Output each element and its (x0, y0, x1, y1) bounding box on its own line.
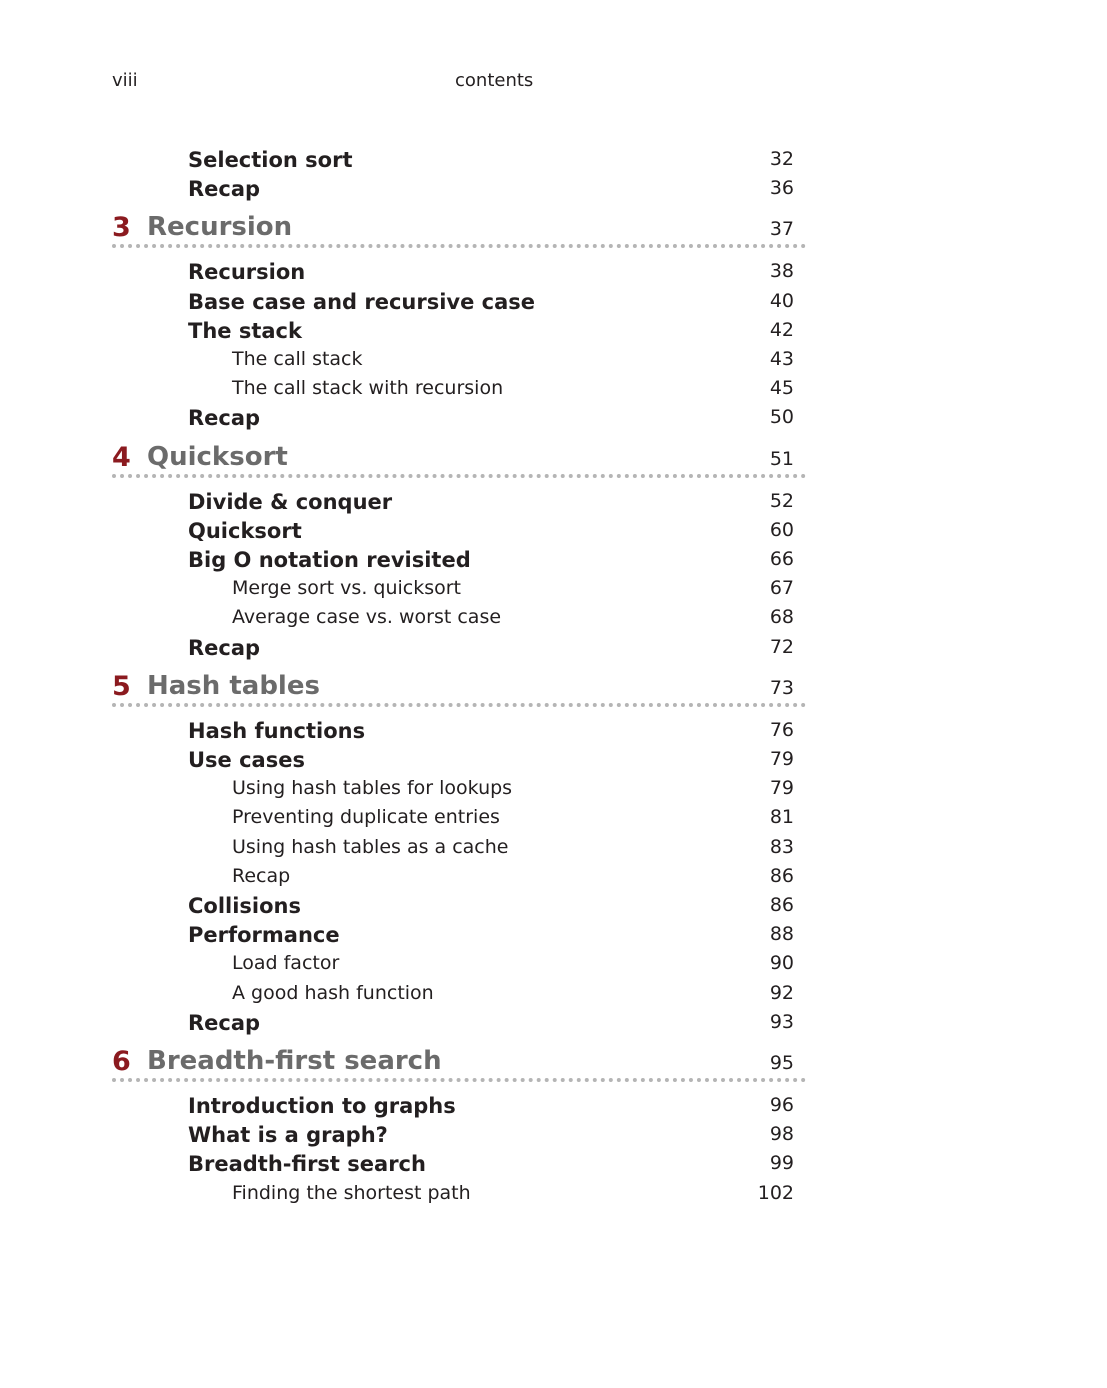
page-number: viii (112, 70, 138, 91)
entry-title: A good hash function (232, 981, 434, 1004)
entry-title: Recap (232, 864, 291, 887)
entry-page-number: 60 (769, 518, 794, 541)
entry-page-number: 42 (769, 318, 794, 341)
entry-title: Breadth-first search (188, 1152, 426, 1177)
entry-page-number: 79 (769, 748, 794, 770)
entry-page-number: 90 (769, 952, 794, 975)
running-title: contents (455, 70, 534, 91)
entry-title: The call stack with recursion (232, 377, 504, 400)
chapter-number: 5 (112, 670, 131, 702)
chapter-page-number: 95 (769, 1052, 794, 1074)
entry-page-number: 50 (769, 406, 794, 429)
entry-title: Use cases (188, 748, 305, 772)
entry-title: The call stack (232, 348, 363, 370)
chapter-number: 6 (112, 1046, 131, 1077)
dotted-rule (112, 703, 806, 707)
entry-title: Hash functions (188, 718, 366, 743)
entry-title: Base case and recursive case (188, 289, 536, 314)
entry-title: Divide & conquer (188, 489, 393, 514)
entry-title: Recursion (188, 260, 306, 285)
entry-title: Collisions (188, 894, 302, 918)
chapter-title: Quicksort (147, 441, 288, 472)
entry-title: Using hash tables for lookups (232, 777, 513, 800)
entry-page-number: 83 (769, 835, 794, 858)
entry-title: Quicksort (188, 518, 302, 543)
entry-page-number: 102 (757, 1181, 794, 1204)
entry-title: Finding the shortest path (232, 1181, 471, 1204)
entry-page-number: 96 (769, 1094, 794, 1116)
entry-title: Merge sort vs. quicksort (232, 577, 462, 600)
entry-page-number: 79 (769, 777, 794, 800)
entry-page-number: 43 (769, 348, 794, 370)
entry-page-number: 68 (769, 606, 794, 629)
running-header (112, 70, 812, 94)
chapter-title: Hash tables (147, 670, 320, 701)
dotted-rule (112, 1078, 806, 1082)
entry-title: Recap (188, 635, 261, 660)
entry-page-number: 92 (769, 981, 794, 1004)
entry-page-number: 76 (769, 718, 794, 741)
entry-title: Load factor (232, 952, 340, 975)
entry-title: What is a graph? (188, 1123, 388, 1148)
entry-page-number: 36 (769, 177, 794, 200)
chapter-page-number: 37 (769, 218, 794, 241)
entry-title: Selection sort (188, 148, 353, 172)
entry-page-number: 72 (769, 635, 794, 658)
chapter-title: Recursion (147, 212, 293, 243)
entry-page-number: 40 (769, 289, 794, 312)
entry-page-number: 99 (769, 1152, 794, 1175)
entry-page-number: 86 (769, 894, 794, 916)
entry-page-number: 32 (769, 148, 794, 170)
entry-page-number: 98 (769, 1123, 794, 1146)
entry-title: Preventing duplicate entries (232, 806, 500, 829)
entry-page-number: 93 (769, 1010, 794, 1033)
entry-title: The stack (188, 318, 302, 343)
entry-title: Introduction to graphs (188, 1094, 456, 1118)
entry-title: Recap (188, 1010, 261, 1035)
chapter-page-number: 51 (769, 447, 794, 470)
entry-title: Recap (188, 177, 261, 202)
entry-page-number: 86 (769, 864, 794, 887)
entry-page-number: 88 (769, 923, 794, 946)
chapter-number: 3 (112, 212, 131, 244)
dotted-rule (112, 474, 806, 478)
entry-page-number: 81 (769, 806, 794, 829)
entry-title: Performance (188, 923, 340, 948)
entry-title: Average case vs. worst case (232, 606, 502, 629)
chapter-title: Breadth-first search (147, 1046, 442, 1076)
dotted-rule (112, 244, 806, 248)
entry-title: Recap (188, 406, 261, 431)
chapter-page-number: 73 (769, 676, 794, 699)
entry-page-number: 67 (769, 577, 794, 600)
entry-title: Big O notation revisited (188, 548, 471, 572)
entry-page-number: 52 (769, 489, 794, 512)
entry-page-number: 45 (769, 377, 794, 400)
chapter-number: 4 (112, 441, 131, 473)
entry-page-number: 66 (769, 548, 794, 570)
entry-title: Using hash tables as a cache (232, 835, 509, 858)
entry-page-number: 38 (769, 260, 794, 283)
